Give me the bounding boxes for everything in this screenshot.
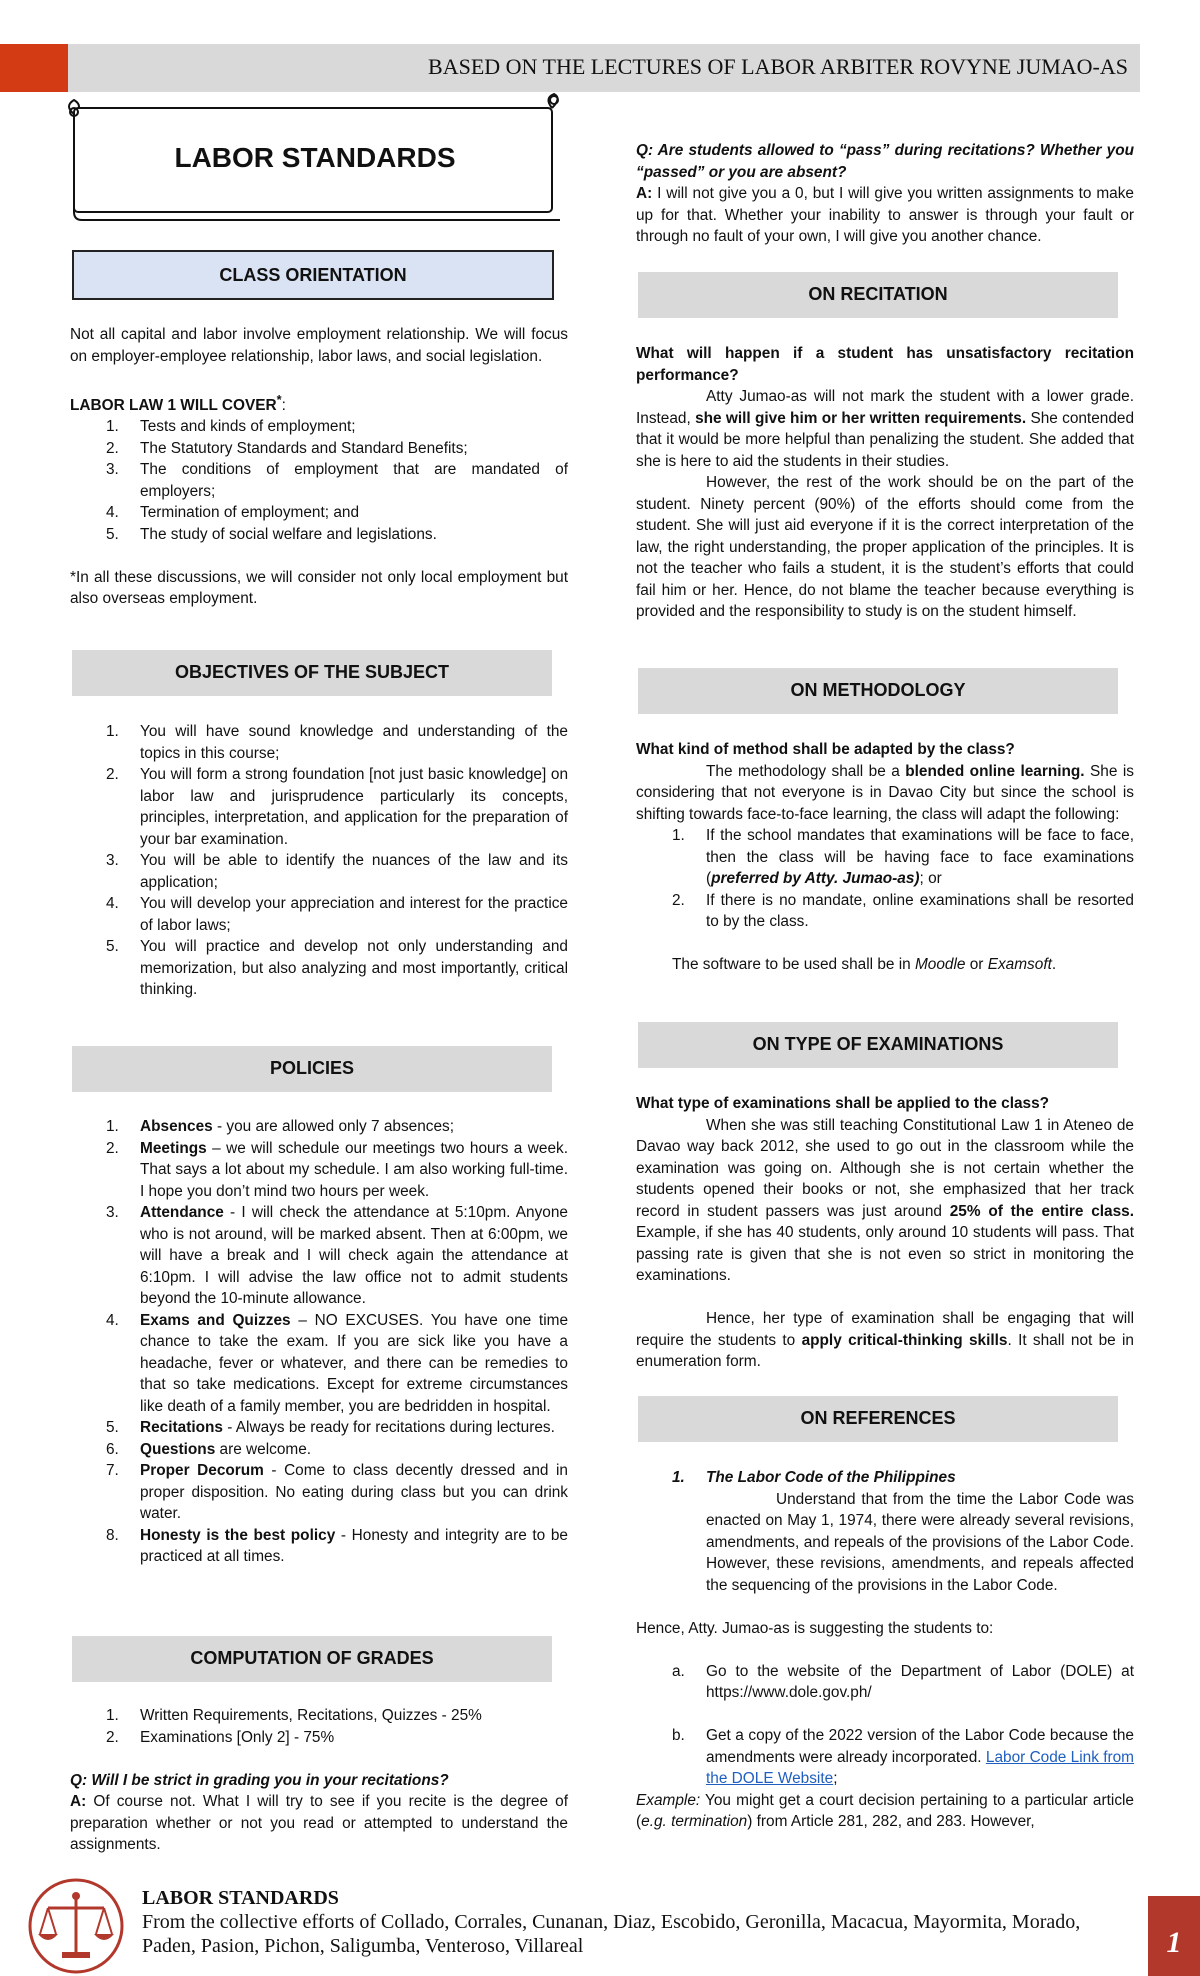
list-item: 2. Examinations [Only 2] - 75%	[106, 1728, 335, 1746]
list-item: 1. If the school mandates that examinations will be face to face, then the class will be having face to face examinations (preferred by Atty. Jumao-as); or	[672, 827, 1134, 887]
methodology-paragraph: The methodology shall be a blended online learning. She is considering that not everyone is in Davao City but since the school is shifting towards face-to-face learning, the class will adapt the following:	[636, 762, 1134, 823]
header-band: BASED ON THE LECTURES OF LABOR ARBITER ROVYNE JUMAO-AS	[68, 44, 1140, 92]
methodology-section	[636, 739, 1134, 976]
examinations-question: What type of examinations shall be applied to the class?	[636, 1095, 1050, 1112]
policies-section	[70, 1116, 568, 1568]
policies-list	[70, 1116, 568, 1568]
references-section	[636, 1467, 1134, 1833]
list-item: 5. You will practice and develop not only understanding and memorization, but also analyzing and most importantly, critical thinking.	[106, 938, 568, 998]
examinations-paragraph-2: Hence, her type of examination shall be engaging that will require the students to apply critical-thinking skills. It shall not be in enumeration form.	[636, 1310, 1134, 1370]
grades-list	[70, 1705, 568, 1748]
list-item: 2. You will form a strong foundation [not just basic knowledge] on labor law and jurisprudence particularly its concepts, principles, interpretation, and application for the preparation of your bar examination.	[106, 766, 568, 848]
grades-section	[70, 1705, 568, 1856]
list-item: 2. The Statutory Standards and Standard Benefits;	[106, 439, 468, 457]
methodology-question: What kind of method shall be adapted by the class?	[636, 741, 1015, 758]
recitation-paragraph-2: However, the rest of the work should be on the part of the student. Ninety percent (90%) of the efforts should come from the student. She will just aid everyone if it is the correct interpretation of the law, the right understanding, the proper application of the principles. It is not the teacher who fails a student, it is the student’s efforts that could fail him or her. Hence, do not blame the teacher because everything is provided and the responsibility to study is on the student himself.	[636, 474, 1134, 620]
list-item: a. Go to the website of the Department of Labor (DOLE) at https://www.dole.gov.ph/	[672, 1662, 1134, 1701]
list-item: 1. Written Requirements, Recitations, Quizzes - 25%	[106, 1707, 482, 1724]
answer-strict-grading: A: Of course not. What I will try to see if you recite is the degree of preparation whether or not you read or attempted to understand the assignments.	[70, 1793, 568, 1853]
list-item: 2. If there is no mandate, online examinations shall be resorted to by the class.	[672, 891, 1134, 930]
labor-code-link[interactable]: Labor Code Link from the DOLE Website	[706, 1748, 1134, 1787]
header-accent	[0, 44, 68, 92]
footer-title: LABOR STANDARDS	[142, 1887, 339, 1909]
examinations-section	[636, 1093, 1134, 1373]
recitation-heading: ON RECITATION	[638, 272, 1118, 318]
policies-heading: POLICIES	[72, 1046, 552, 1092]
references-list	[636, 1467, 1134, 1596]
objectives-section	[70, 721, 568, 1001]
pass-qa-section	[636, 140, 1134, 248]
page-number: 1	[1148, 1896, 1200, 1976]
class-orientation-section	[70, 324, 568, 610]
list-item: 3. Attendance - I will check the attendance at 5:10pm. Anyone who is not around, will be marked absent. Then at 6:00pm, we will have a break and I will check again the attendance at 6:10pm. I will advise the law office not to admit students beyond the 10-minute allowance.	[106, 1204, 568, 1307]
coverage-note: *In all these discussions, we will consider not only local employment but also overseas employment.	[70, 568, 568, 608]
list-item: 4. Exams and Quizzes – NO EXCUSES. You have one time chance to take the exam. If you are sick like you have a headache, fever or whatever, and there can be remedies to that so take medications. Except for extreme circumstances like death of a family member, you are bedridden in hospital.	[106, 1311, 568, 1415]
cover-heading: LABOR LAW 1 WILL COVER*:	[70, 391, 286, 414]
hence-line: Hence, Atty. Jumao-as is suggesting the students to:	[636, 1619, 994, 1637]
page-title: LABOR STANDARDS	[174, 142, 456, 173]
suggestions-list-b	[636, 1725, 1134, 1790]
examinations-paragraph-1: When she was still teaching Constitutional Law 1 in Ateneo de Davao way back 2012, she used to go out in the classroom while the examination was going on. Although she is not certain whether the students opened their books or not, she emphasized that her track record in student passers was just around 25% of the entire class. Example, if she has 40 students, only around 10 students will pass. That passing rate is given that she is not even so strict in monitoring the examinations.	[636, 1116, 1134, 1284]
objectives-list	[70, 721, 568, 1001]
recitation-question: What will happen if a student has unsatisfactory recitation performance?	[636, 345, 1134, 384]
methodology-heading: ON METHODOLOGY	[638, 668, 1118, 714]
list-item: 7. Proper Decorum - Come to class decently dressed and in proper disposition. No eating during class but you can drink water.	[106, 1462, 568, 1522]
list-item: 1. You will have sound knowledge and understanding of the topics in this course;	[106, 723, 568, 762]
intro-paragraph: Not all capital and labor involve employment relationship. We will focus on employer-employee relationship, labor laws, and social legislation.	[70, 326, 568, 365]
objectives-heading: OBJECTIVES OF THE SUBJECT	[72, 650, 552, 696]
recitation-paragraph-1: Atty Jumao-as will not mark the student with a lower grade. Instead, she will give him or her written requirements. She contended that it would be more helpful than penalizing the student. She added that she is here to aid the students in their studies.	[636, 388, 1135, 470]
software-note: The software to be used shall be in Moodle or Examsoft.	[672, 956, 1057, 973]
list-item: 6. Questions are welcome.	[106, 1440, 312, 1458]
methodology-list	[636, 825, 1134, 933]
list-item: 1. The Labor Code of the Philippines Understand that from the time the Labor Code was enacted on May 1, 1974, there were already several revisions, amendments, and repeals of the provisions of the Labor Code. However, these revisions, amendments, and repeals affected the sequencing of the provisions in the Labor Code.	[672, 1469, 1134, 1594]
list-item: 2. Meetings – we will schedule our meetings two hours a week. That says a lot about my schedule. I am also working full-time. I hope you don’t mind two hours per week.	[106, 1139, 568, 1200]
list-item: 8. Honesty is the best policy - Honesty and integrity are to be practiced at all times.	[106, 1526, 568, 1565]
examinations-heading: ON TYPE OF EXAMINATIONS	[638, 1022, 1118, 1068]
suggestions-list	[636, 1661, 1134, 1704]
list-item: 4. Termination of employment; and	[106, 504, 359, 522]
list-item: b. Get a copy of the 2022 version of the Labor Code because the amendments were already incorporated. Labor Code Link from the DOLE Website;	[672, 1727, 1134, 1787]
list-item: 5. Recitations - Always be ready for recitations during lectures.	[106, 1419, 555, 1436]
references-heading: ON REFERENCES	[638, 1396, 1118, 1442]
question-strict-grading: Q: Will I be strict in grading you in your recitations?	[70, 1771, 449, 1789]
recitation-section	[636, 343, 1134, 623]
list-item: 3. The conditions of employment that are mandated of employers;	[106, 461, 568, 500]
answer-pass: A: I will not give you a 0, but I will give you written assignments to make up for that. Whether your inability to answer is through your fault or through no fault of your own, I will give you another chance.	[636, 185, 1134, 245]
question-pass: Q: Are students allowed to “pass” during recitations? Whether you “passed” or you are absent?	[636, 142, 1134, 181]
grades-heading: COMPUTATION OF GRADES	[72, 1636, 552, 1682]
cover-list	[70, 416, 568, 545]
list-item: 5. The study of social welfare and legislations.	[106, 525, 437, 543]
scales-of-justice-icon	[26, 1876, 126, 1976]
list-item: 4. You will develop your appreciation and interest for the practice of labor laws;	[106, 895, 568, 934]
footer-credits: From the collective efforts of Collado, Corrales, Cunanan, Diaz, Escobido, Geronilla, Macacua, Mayormita, Morado, Paden, Pasion, Pichon, Saligumba, Venteroso, Villareal	[142, 1911, 1081, 1957]
class-orientation-heading: CLASS ORIENTATION	[72, 250, 554, 300]
footer	[142, 1886, 1132, 1958]
example-paragraph: Example: You might get a court decision pertaining to a particular article (e.g. termination) from Article 281, 282, and 283. However,	[636, 1791, 1134, 1830]
list-item: 1. Absences - you are allowed only 7 absences;	[106, 1118, 454, 1135]
list-item: 3. You will be able to identify the nuances of the law and its application;	[106, 852, 568, 891]
list-item: 1. Tests and kinds of employment;	[106, 418, 356, 436]
